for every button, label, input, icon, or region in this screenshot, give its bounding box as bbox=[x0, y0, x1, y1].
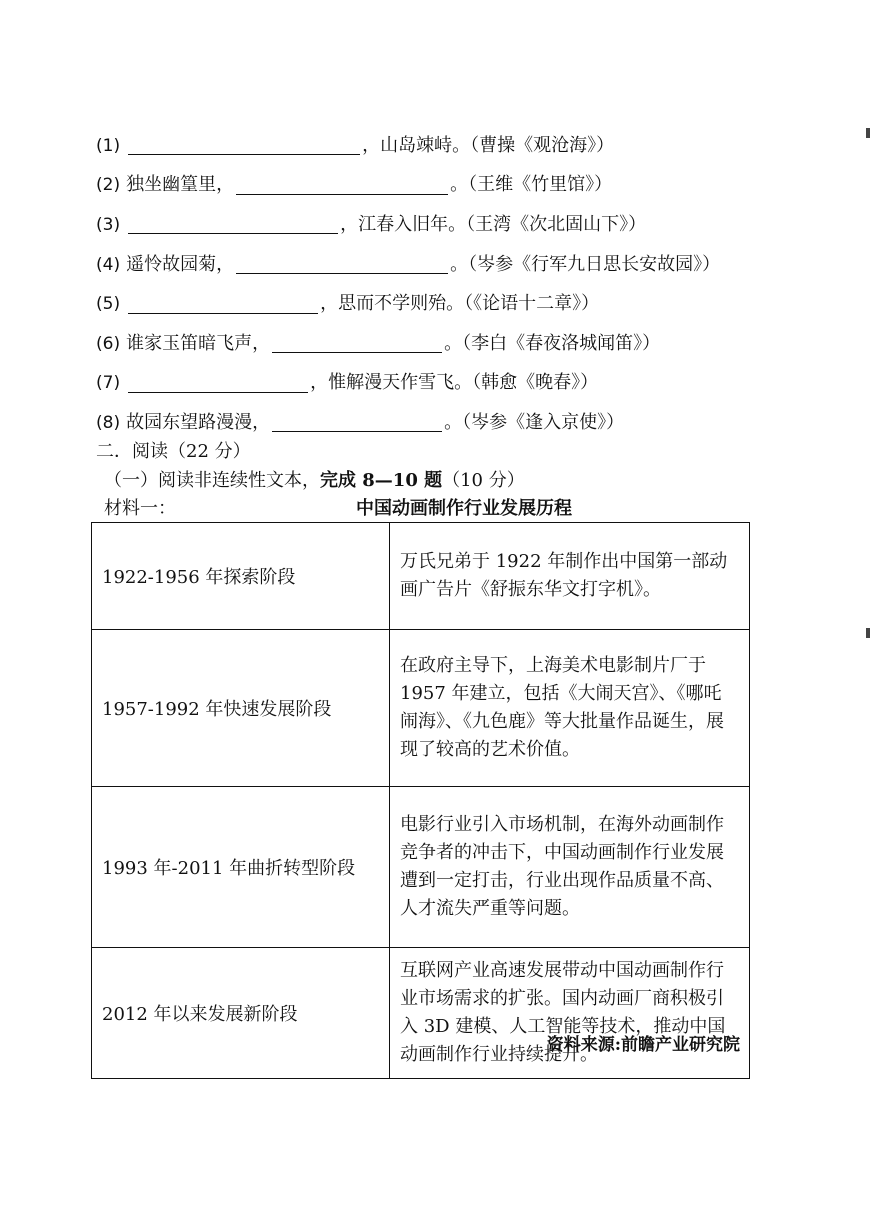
stage-cell: 1993 年-2011 年曲折转型阶段 bbox=[92, 787, 390, 948]
item-suffix: 。（王维《竹里馆》） bbox=[450, 174, 613, 196]
item-suffix: ，惟解漫天作雪飞。（韩愈《晚春》） bbox=[310, 372, 599, 394]
description-cell: 万氏兄弟于 1922 年制作出中国第一部动画广告片《舒振东华文打字机》。 bbox=[390, 523, 750, 630]
item-suffix: 。（岑参《逢入京使》） bbox=[444, 411, 625, 433]
item-prefix: 谁家玉笛暗飞声， bbox=[126, 332, 271, 354]
section-title: 二．阅读（22 分） bbox=[96, 441, 251, 462]
answer-blank[interactable] bbox=[128, 215, 338, 234]
material-label: 材料一： bbox=[104, 498, 176, 519]
table-row bbox=[92, 787, 750, 948]
item-number: (6) bbox=[96, 333, 121, 354]
item-number: (3) bbox=[96, 214, 121, 235]
item-suffix: ，思而不学则殆。（《论语十二章》） bbox=[320, 293, 600, 315]
stage-cell: 2012 年以来发展新阶段 bbox=[92, 948, 390, 1079]
fill-blank-item bbox=[96, 205, 720, 245]
stage-cell: 1957-1992 年快速发展阶段 bbox=[92, 630, 390, 787]
item-suffix: 。（李白《春夜洛城闻笛》） bbox=[444, 332, 661, 354]
item-prefix: 独坐幽篁里， bbox=[126, 174, 235, 196]
description-cell: 互联网产业高速发展带动中国动画制作行业市场需求的扩张。国内动画厂商积极引入 3D 建模、人工智能等技术，推动中国动画制作行业持续提升。 bbox=[390, 948, 750, 1079]
sub-title-suffix: （10 分） bbox=[442, 470, 525, 491]
item-prefix: 故园东望路漫漫， bbox=[126, 411, 271, 433]
table-title: 中国动画制作行业发展历程 bbox=[356, 498, 572, 519]
item-suffix: 。（岑参《行军九日思长安故园》） bbox=[450, 253, 721, 275]
sub-title-bold: 完成 8—10 题 bbox=[320, 470, 443, 491]
sub-title-prefix: （一）阅读非连续性文本， bbox=[104, 470, 320, 491]
table-row bbox=[92, 948, 750, 1079]
item-number: (5) bbox=[96, 294, 121, 315]
answer-blank[interactable] bbox=[272, 413, 442, 432]
fill-blank-item bbox=[96, 126, 720, 166]
fill-blank-item bbox=[96, 284, 720, 324]
fill-blank-item bbox=[96, 245, 720, 285]
table-row bbox=[92, 523, 750, 630]
item-number: (7) bbox=[96, 373, 121, 394]
answer-blank[interactable] bbox=[236, 176, 448, 195]
description-cell: 电影行业引入市场机制，在海外动画制作竞争者的冲击下，中国动画制作行业发展遭到一定打击，行业出现作品质量不高、人才流失严重等问题。 bbox=[390, 787, 750, 948]
scan-margin-mark bbox=[866, 128, 870, 138]
fill-blank-item bbox=[96, 324, 720, 364]
table-row bbox=[92, 630, 750, 787]
answer-blank[interactable] bbox=[128, 295, 318, 314]
item-suffix: ，江春入旧年。（王湾《次北固山下》） bbox=[340, 213, 647, 235]
item-number: (1) bbox=[96, 135, 121, 156]
fill-blank-list bbox=[96, 126, 720, 443]
history-table bbox=[91, 522, 750, 1079]
item-number: (8) bbox=[96, 412, 121, 433]
answer-blank[interactable] bbox=[128, 136, 360, 155]
sub-section-title bbox=[104, 469, 525, 493]
fill-blank-item bbox=[96, 166, 720, 206]
item-number: (2) bbox=[96, 175, 121, 196]
stage-cell: 1922-1956 年探索阶段 bbox=[92, 523, 390, 630]
fill-blank-item bbox=[96, 364, 720, 404]
item-number: (4) bbox=[96, 254, 121, 275]
answer-blank[interactable] bbox=[128, 374, 308, 393]
item-suffix: ，山岛竦峙。（曹操《观沧海》） bbox=[362, 134, 615, 156]
source-note: 资料来源:前瞻产业研究院 bbox=[546, 1035, 740, 1055]
item-prefix: 遥怜故园菊， bbox=[126, 253, 235, 275]
fill-blank-item bbox=[96, 403, 720, 443]
answer-blank[interactable] bbox=[236, 255, 448, 274]
answer-blank[interactable] bbox=[272, 334, 442, 353]
scan-margin-mark bbox=[866, 628, 870, 638]
description-cell: 在政府主导下，上海美术电影制片厂于 1957 年建立，包括《大闹天宫》、《哪吒闹海》、《九色鹿》等大批量作品诞生，展现了较高的艺术价值。 bbox=[390, 630, 750, 787]
